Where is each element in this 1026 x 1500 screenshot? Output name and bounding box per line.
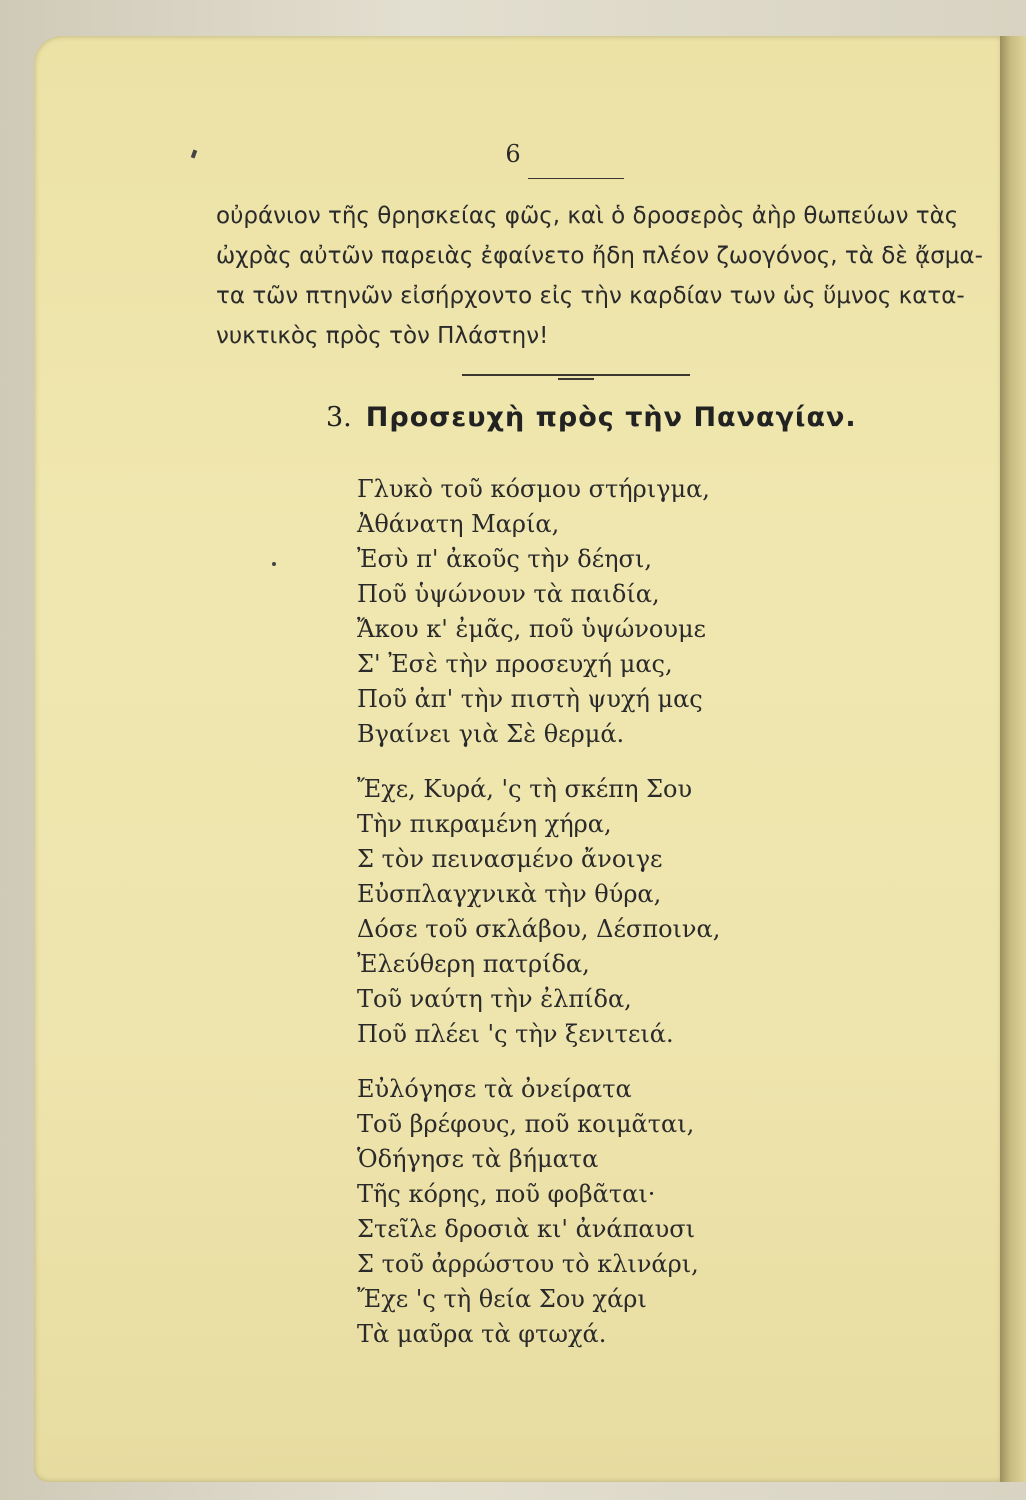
book-gutter	[1000, 36, 1026, 1482]
poem-stanza	[357, 472, 720, 752]
poem-line: Ἀθάνατη Μαρία,	[357, 510, 560, 538]
poem-stanza	[357, 772, 720, 1052]
poem-line: Τοῦ ναύτη τὴν ἐλπίδα,	[357, 985, 632, 1013]
poem-line: Τὴν πικραμένη χήρα,	[357, 810, 612, 838]
poem-line: Ἄκου κ' ἐμᾶς, ποῦ ὑψώνουμε	[357, 615, 706, 643]
prose-line: ὠχρὰς αὐτῶν παρειὰς ἐφαίνετο ἤδη πλέον ζωογόνος, τὰ δὲ ᾄσμα-	[216, 243, 983, 269]
poem	[357, 472, 720, 1372]
poem-line: Ἐλεύθερη πατρίδα,	[357, 950, 590, 978]
poem-line: Τῆς κόρης, ποῦ φοβᾶται·	[357, 1180, 656, 1208]
page-number: 6	[505, 140, 521, 168]
poem-line: Σ' Ἐσὲ τὴν προσευχή μας,	[357, 650, 673, 678]
poem-line: Ἐσὺ π' ἀκοῦς τὴν δέησι,	[357, 545, 652, 573]
section-divider	[462, 372, 690, 382]
divider-line	[558, 378, 594, 380]
poem-line: Εὐλόγησε τὰ ὀνείρατα	[357, 1075, 632, 1103]
section-title: Προσευχὴ πρὸς τὴν Παναγίαν.	[365, 402, 857, 433]
poem-line: Ἔχε 'ς τὴ θεία Σου χάρι	[357, 1285, 647, 1313]
poem-line: Στεῖλε δροσιὰ κι' ἀνάπαυσι	[357, 1215, 696, 1243]
poem-line: Ποῦ πλέει 'ς τὴν ξενιτειά.	[357, 1020, 674, 1048]
ink-dot	[272, 562, 276, 566]
poem-line: Δόσε τοῦ σκλάβου, Δέσποινα,	[357, 915, 721, 943]
poem-line: Ὁδήγησε τὰ βήματα	[357, 1145, 599, 1173]
poem-line: Τὰ μαῦρα τὰ φτωχά.	[357, 1320, 607, 1348]
poem-line: Ποῦ ἀπ' τὴν πιστὴ ψυχή μας	[357, 685, 703, 713]
poem-line: Βγαίνει γιὰ Σὲ θερμά.	[357, 720, 625, 748]
divider-line	[462, 374, 690, 376]
page-number-rule	[528, 178, 624, 179]
prose-line: νυκτικὸς πρὸς τὸν Πλάστην!	[216, 323, 549, 349]
section-number: 3.	[326, 402, 352, 433]
section-heading	[326, 402, 857, 433]
prose-line: οὐράνιον τῆς θρησκείας φῶς, καὶ ὁ δροσερὸς ἀὴρ θωπεύων τὰς	[216, 203, 959, 229]
poem-line: Γλυκὸ τοῦ κόσμου στήριγμα,	[357, 475, 710, 503]
prose-paragraph	[216, 196, 983, 356]
poem-line: Ποῦ ὑψώνουν τὰ παιδία,	[357, 580, 660, 608]
poem-line: Τοῦ βρέφους, ποῦ κοιμᾶται,	[357, 1110, 695, 1138]
prose-line: τα τῶν πτηνῶν εἰσήρχοντο εἰς τὴν καρδίαν των ὡς ὕμνος κατα-	[216, 283, 965, 309]
poem-stanza	[357, 1072, 720, 1352]
poem-line: Σ τοῦ ἀρρώστου τὸ κλινάρι,	[357, 1250, 699, 1278]
poem-line: Ἔχε, Κυρά, 'ς τὴ σκέπη Σου	[357, 775, 693, 803]
poem-line: Εὐσπλαγχνικὰ τὴν θύρα,	[357, 880, 662, 908]
poem-line: Σ τὸν πεινασμένο ἄνοιγε	[357, 845, 663, 873]
